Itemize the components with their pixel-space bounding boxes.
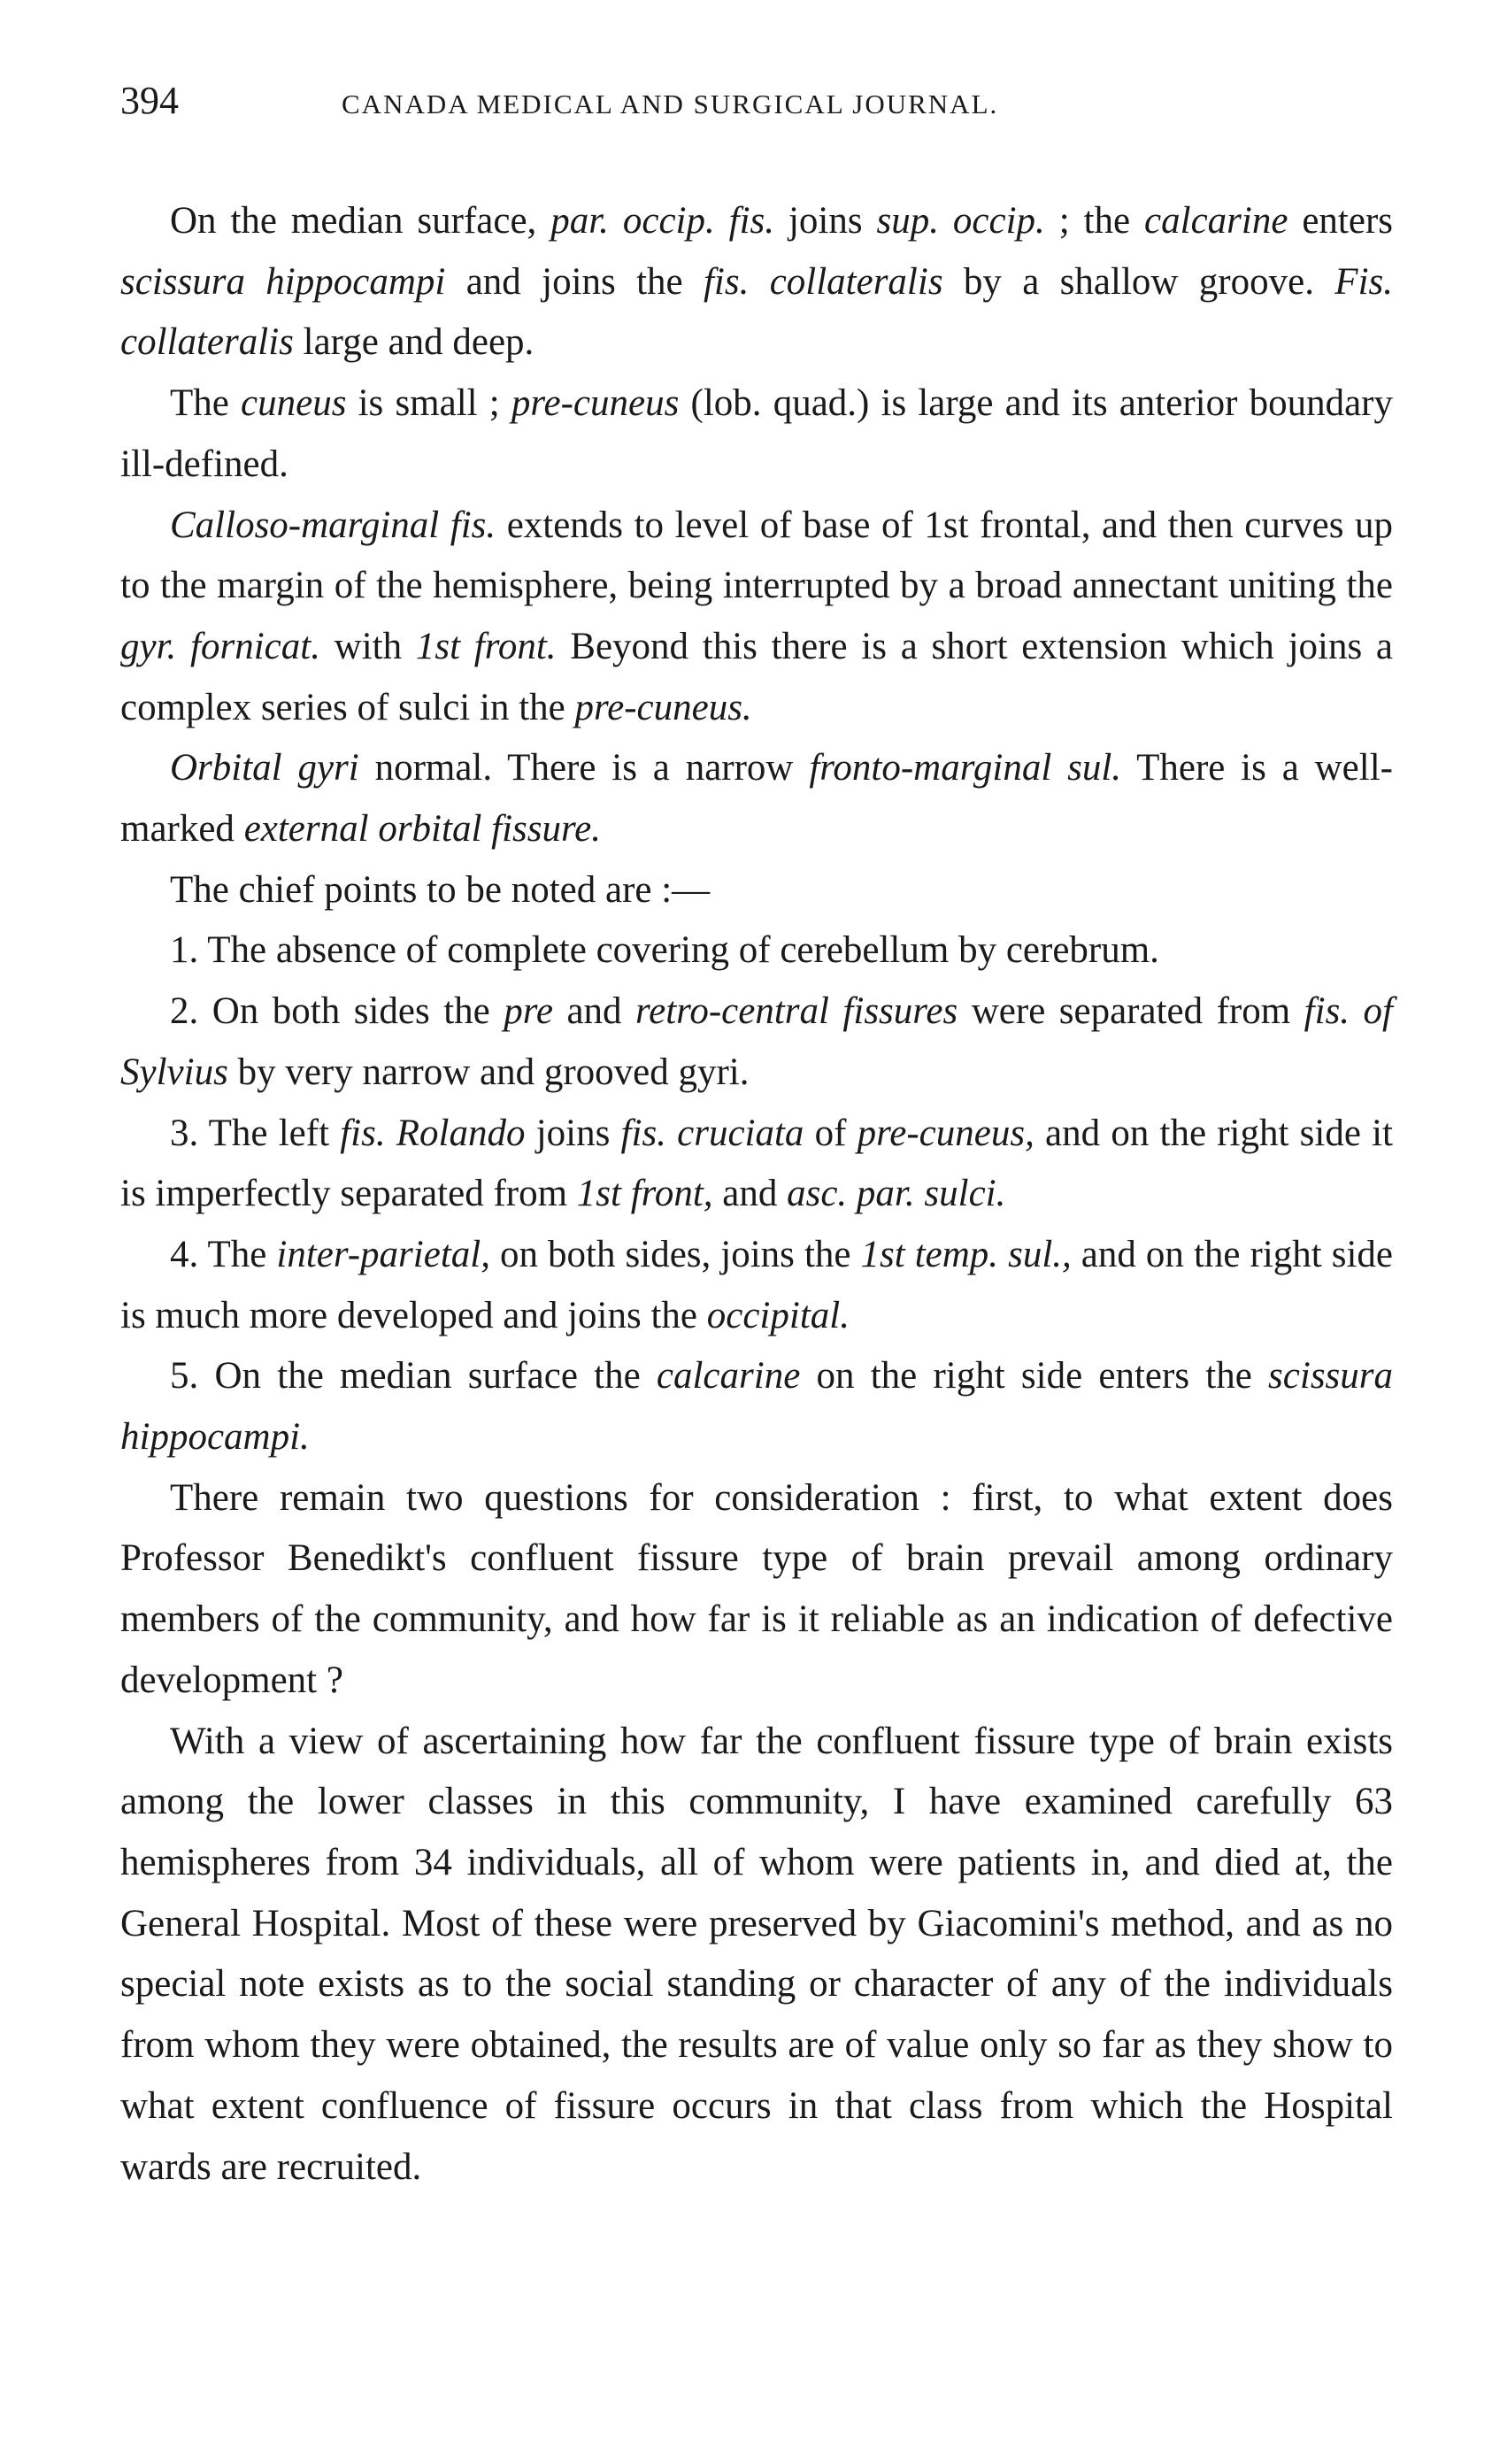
text-run: (lob. quad.) is large and its anterior boundary ill-defined. [120, 382, 1393, 485]
paragraph [120, 373, 1393, 495]
text-run: joins [774, 200, 877, 242]
paragraph [120, 738, 1393, 859]
italic-term: pre-cuneus. [574, 686, 752, 728]
body-text [120, 191, 1393, 2198]
paragraph [120, 1468, 1393, 1712]
text-run: 5. On the median surface the [170, 1355, 657, 1398]
italic-term: calcarine [656, 1355, 801, 1398]
text-run: There remain two questions for consideration : first, to what extent does Professor Benedikt's confluent fissure type of brain prevail among ordinary members of the community, and how far is it reliable as an indication of defective development ? [120, 1476, 1393, 1701]
italic-term: sup. occip. [876, 200, 1045, 242]
paragraph [120, 191, 1393, 373]
text-run: extends to level of base of 1st frontal, and then curves up to the margin of the hemisphere, being interrupted by a broad annectant uniting the [120, 504, 1393, 607]
italic-term: scissura hippocampi [120, 260, 446, 303]
text-run: of [804, 1112, 858, 1154]
italic-term: inter-parietal, [276, 1233, 490, 1275]
paragraph [120, 982, 1393, 1103]
text-run: and on the right side is much more developed and joins the [120, 1233, 1394, 1336]
italic-term: fis. Rolando [340, 1112, 526, 1154]
running-head [120, 78, 1393, 140]
italic-term: calcarine [1144, 200, 1288, 242]
text-run: by a shallow groove. [942, 260, 1335, 303]
paragraph [120, 1225, 1393, 1346]
italic-term: Fis. collateralis [120, 260, 1393, 364]
journal-title: CANADA MEDICAL AND SURGICAL JOURNAL. [342, 89, 999, 119]
italic-term: 1st front, [576, 1173, 713, 1215]
italic-term: pre-cuneus [511, 382, 680, 425]
italic-term: gyr. fornicat. [120, 625, 320, 667]
italic-term: 1st temp. sul., [860, 1233, 1072, 1275]
text-run: Beyond this there is a short extension which joins a complex series of sulci in the [120, 625, 1394, 728]
text-run: 1. The absence of complete covering of cerebellum by cerebrum. [170, 929, 1159, 972]
text-run: ; the [1044, 200, 1145, 242]
text-run: and on the right side it is imperfectly separated from [120, 1112, 1394, 1215]
italic-term: par. occip. fis. [550, 200, 775, 242]
text-run: normal. There is a narrow [358, 747, 810, 789]
italic-term: Calloso-marginal fis. [170, 504, 496, 546]
italic-term: retro-central fissures [635, 990, 958, 1033]
text-run: The [170, 382, 242, 425]
italic-term: Orbital gyri [170, 747, 359, 789]
italic-term: fronto-marginal sul. [809, 747, 1122, 789]
text-run: were separated from [957, 990, 1304, 1033]
text-run: enters [1288, 200, 1394, 242]
text-run: is small ; [346, 382, 511, 425]
text-run: with [319, 625, 416, 667]
italic-term: scissura hippocampi. [120, 1355, 1394, 1459]
text-run: On the median surface, [170, 200, 551, 242]
italic-term: fis. cruciata [620, 1112, 804, 1154]
text-run: joins [525, 1112, 621, 1154]
italic-term: occipital. [706, 1294, 850, 1336]
italic-term: 1st front. [415, 625, 557, 667]
text-run: With a view of ascertaining how far the confluent fissure type of brain exists among the lower classes in this community, I have examined carefully 63 hemispheres from 34 individuals, all of whom were patients in, and died at, the General Hospital. Most of these were preserved by Giacomini's method, and as no special note exists as to the social standing or character of any of the individuals from whom they were obtained, the results are of value only so far as they show to what extent confluence of fissure occurs in that class from which the Hospital wards are recruited. [120, 1720, 1393, 2188]
italic-term: fis. collateralis [703, 260, 943, 303]
italic-term: asc. par. sulci. [787, 1173, 1006, 1215]
text-run: 2. On both sides the [170, 990, 504, 1033]
paragraph [120, 1104, 1393, 1225]
text-run: and joins the [445, 260, 704, 303]
paragraph [120, 496, 1393, 739]
text-run: The chief points to be noted are :— [170, 868, 711, 911]
text-run: 4. The [170, 1233, 277, 1275]
italic-term: pre [504, 990, 553, 1033]
paragraph [120, 1346, 1393, 1467]
italic-term: fis. of Sylvius [120, 990, 1393, 1093]
page-number: 394 [120, 79, 179, 122]
text-run: 3. The left [170, 1112, 341, 1154]
text-run: on both sides, joins the [489, 1233, 861, 1275]
text-run: on the right side enters the [800, 1355, 1269, 1398]
paragraph [120, 1712, 1393, 2198]
paragraph [120, 920, 1393, 982]
italic-term: external orbital fissure. [243, 808, 601, 851]
text-run: large and deep. [293, 321, 535, 364]
text-run: There is a well-marked [120, 747, 1393, 851]
text-run: and [552, 990, 636, 1033]
italic-term: pre-cuneus, [857, 1112, 1034, 1154]
text-run: and [712, 1173, 788, 1215]
italic-term: cuneus [241, 382, 347, 425]
paragraph [120, 860, 1393, 921]
text-run: by very narrow and grooved gyri. [227, 1051, 750, 1093]
